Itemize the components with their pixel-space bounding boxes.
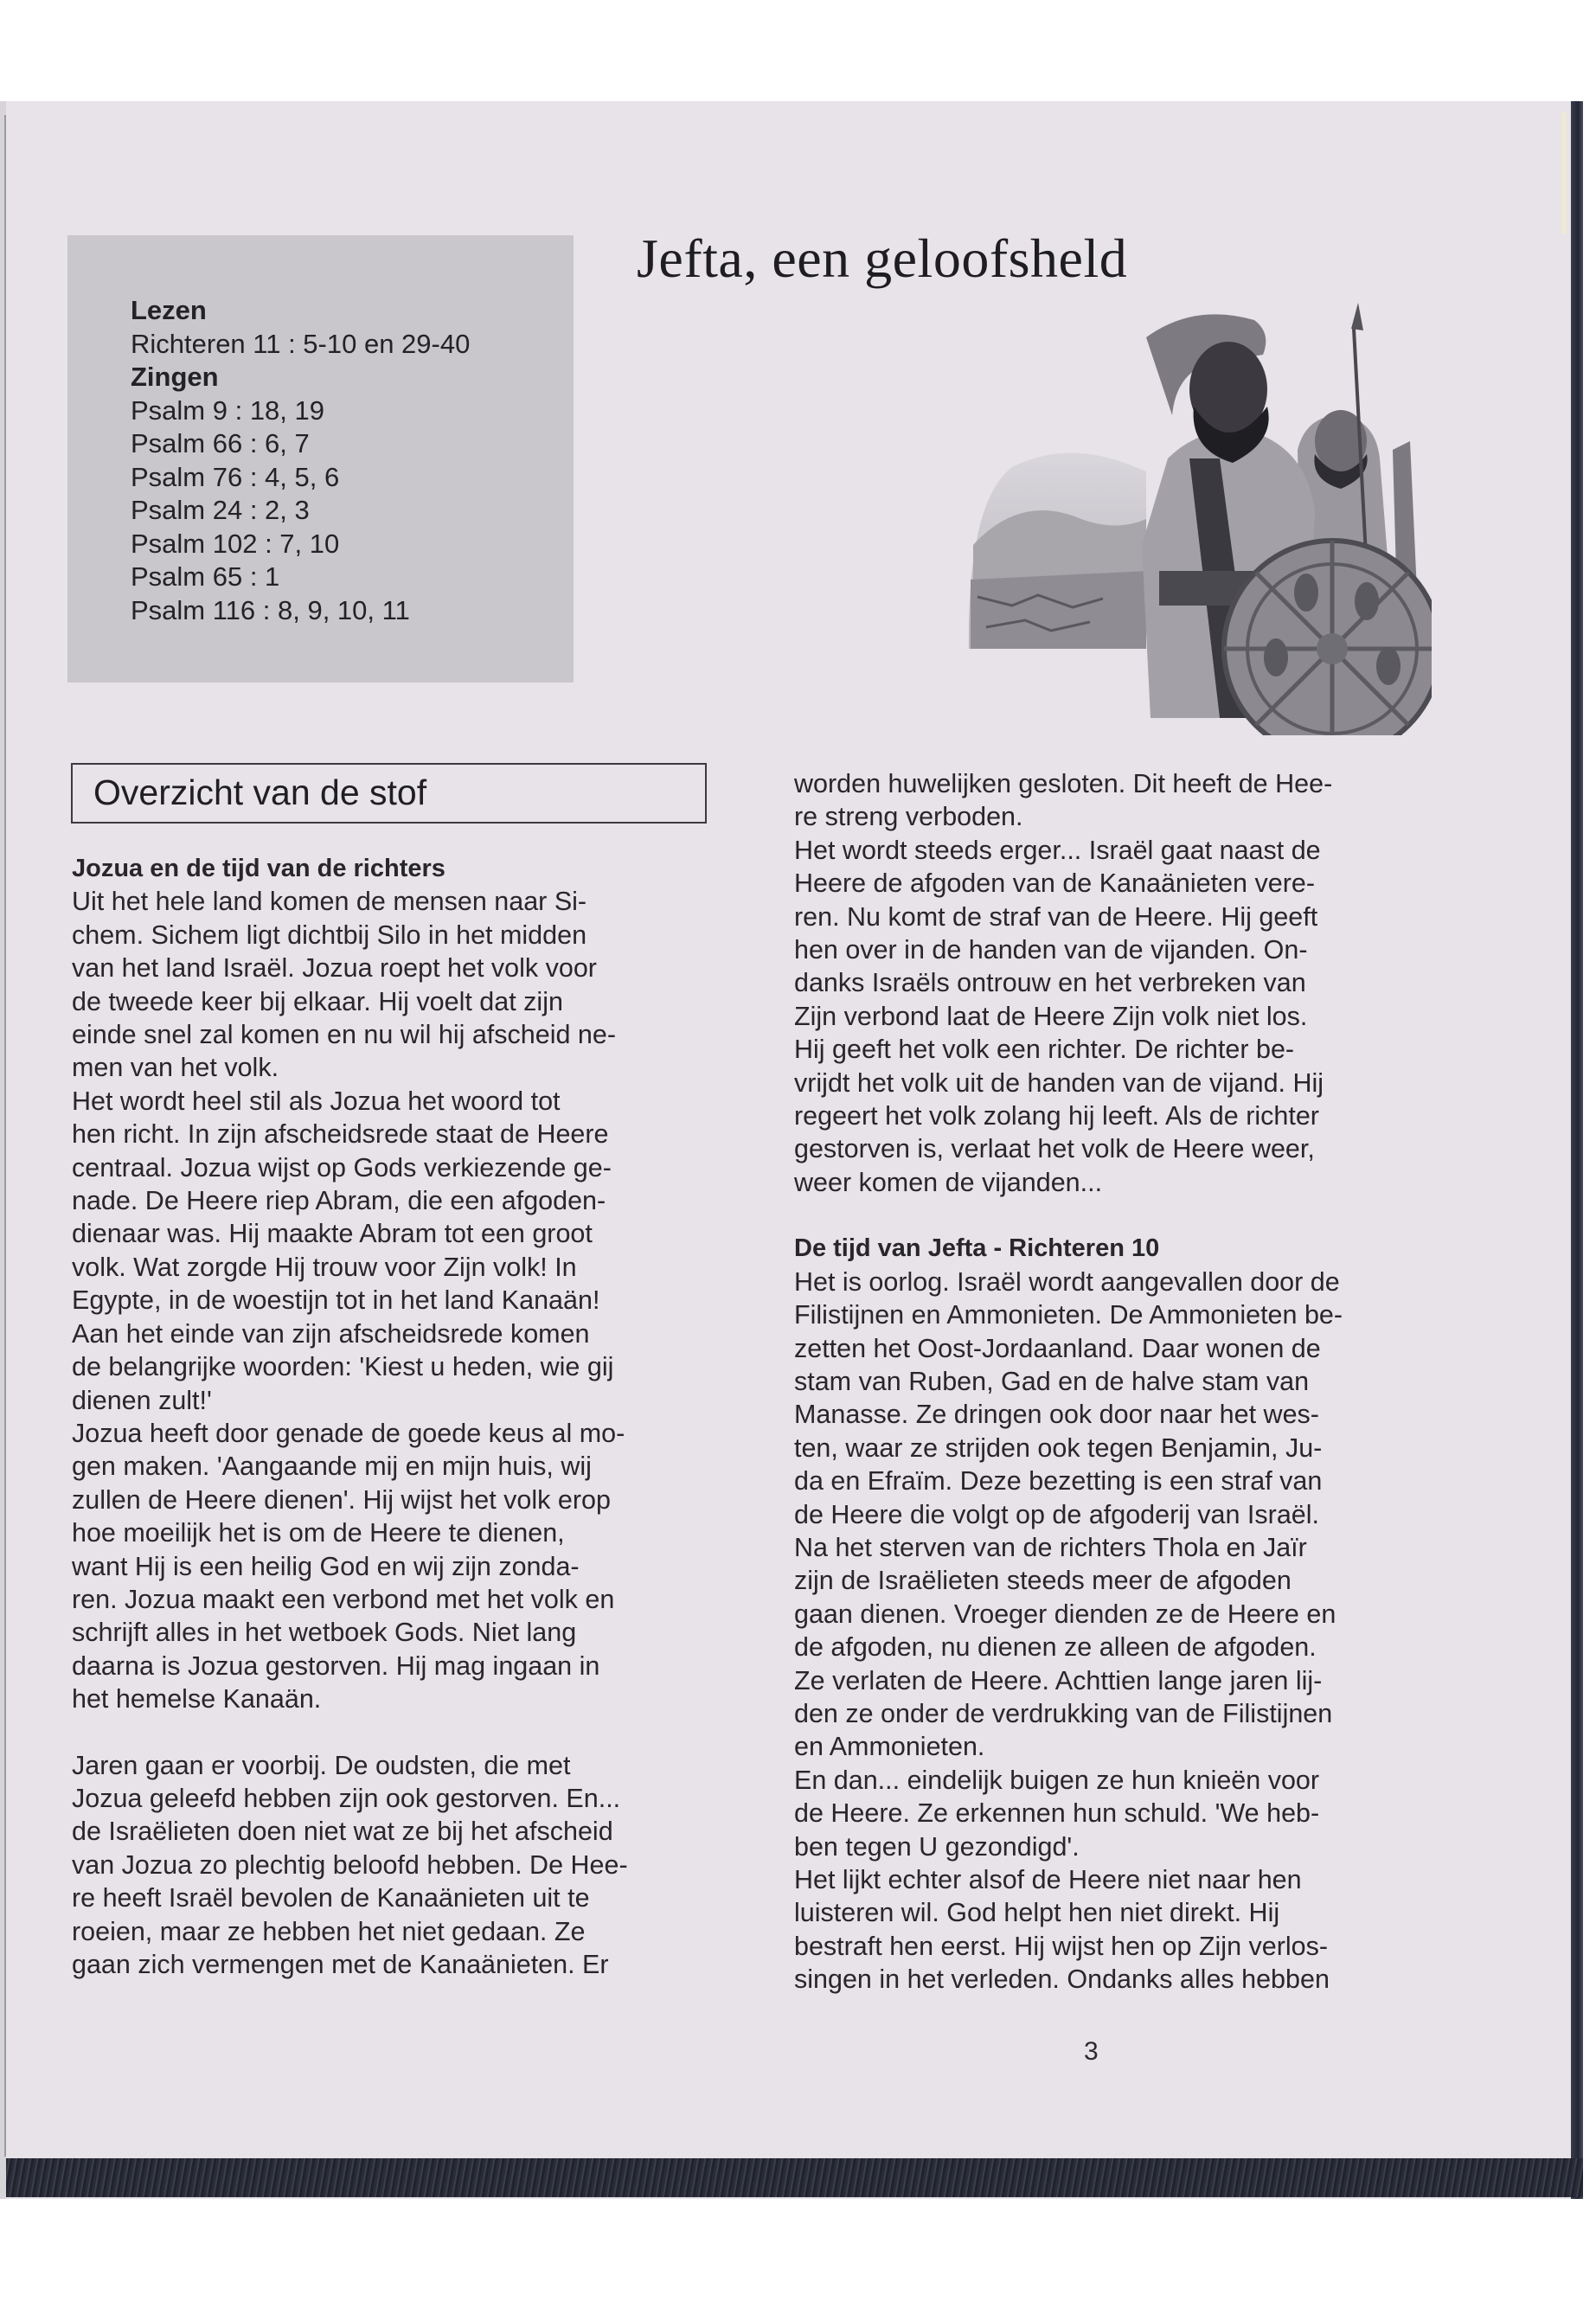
spine-highlight (1561, 112, 1567, 234)
song-item: Psalm 76 : 4, 5, 6 (131, 461, 340, 492)
text-line: de Israëlieten doen niet wat ze bij het afscheid (72, 1817, 613, 1847)
song-item: Psalm 116 : 8, 9, 10, 11 (131, 594, 410, 625)
reading-box (67, 235, 574, 683)
section-title: Overzicht van de stof (93, 772, 427, 812)
text-line: En dan... eindelijk buigen ze hun knieën voor (794, 1765, 1320, 1795)
scan-background (0, 2199, 1596, 2301)
text-line: hen over in de handen van de vijanden. On- (794, 935, 1308, 965)
text-line: dienen zult!' (72, 1385, 212, 1415)
text-line: de afgoden, nu dienen ze alleen de afgoden. (794, 1632, 1317, 1663)
text-line: zijn de Israëlieten steeds meer de afgoden (794, 1566, 1292, 1596)
text-line: Aan het einde van zijn afscheidsrede komen (72, 1318, 590, 1349)
text-line: gaan zich vermengen met de Kanaänieten. Er (72, 1950, 609, 1979)
warrior-with-shield-icon (960, 285, 1432, 735)
text-line: Ze verlaten de Heere. Achttien lange jaren lij- (794, 1665, 1323, 1695)
text-line: het hemelse Kanaän. (72, 1684, 322, 1715)
text-line: Jozua heeft door genade de goede keus al mo- (72, 1418, 625, 1448)
text-line: zetten het Oost-Jordaanland. Daar wonen de (794, 1333, 1321, 1363)
text-line: Uit het hele land komen de mensen naar Si- (72, 887, 587, 917)
text-line: dienaar was. Hij maakte Abram tot een groot (72, 1219, 593, 1249)
page-number: 3 (1084, 2037, 1099, 2066)
text-line: ren. Jozua maakt een verbond met het volk en (72, 1584, 615, 1614)
text-line: Jaren gaan er voorbij. De oudsten, die met (72, 1750, 571, 1780)
text-line: bestraft hen eerst. Hij wijst hen op Zijn verlos- (794, 1931, 1329, 1961)
song-item: Psalm 66 : 6, 7 (131, 428, 310, 458)
right-column (794, 767, 1434, 1997)
text-line: stam van Ruben, Gad en de halve stam van (794, 1366, 1310, 1396)
text-line: van het land Israël. Jozua roept het volk voor (72, 953, 597, 984)
section-header-box (71, 763, 707, 824)
text-line: Na het sterven van de richters Thola en Jaïr (794, 1532, 1307, 1562)
text-line: Filistijnen en Ammonieten. De Ammonieten be- (794, 1300, 1343, 1330)
left-subheading: Jozua en de tijd van de richters (72, 855, 445, 882)
text-line: Zijn verbond laat de Heere Zijn volk niet los. (794, 1001, 1308, 1031)
text-line: en Ammonieten. (794, 1732, 985, 1762)
left-column (72, 852, 712, 1981)
text-line: weer komen de vijanden... (794, 1167, 1103, 1197)
text-line: re streng verboden. (794, 802, 1023, 832)
text-line: de Heere die volgt op de afgoderij van Israël. (794, 1499, 1319, 1529)
text-line: gaan dienen. Vroeger dienden ze de Heere en (794, 1599, 1336, 1629)
page-title: Jefta, een geloofsheld (637, 228, 1128, 289)
page-left-edge-line (4, 115, 6, 2157)
text-line: Heere de afgoden van de Kanaänieten vere- (794, 868, 1315, 899)
sing-heading: Zingen (131, 362, 219, 392)
text-line: want Hij is een heilig God en wij zijn zonda- (72, 1551, 580, 1581)
book-spine-edge (1571, 101, 1583, 2199)
text-line: Hij geeft het volk een richter. De richter be- (794, 1035, 1295, 1065)
text-line: gen maken. 'Aangaande mij en mijn huis, wij (72, 1452, 592, 1482)
text-line: Het wordt steeds erger... Israël gaat naast de (794, 835, 1321, 865)
text-line: hoe moeilijk het is om de Heere te dienen, (72, 1518, 565, 1548)
text-line: Het wordt heel stil als Jozua het woord tot (72, 1086, 561, 1116)
text-line: ben tegen U gezondigd'. (794, 1831, 1080, 1862)
text-line: nade. De Heere riep Abram, die een afgoden- (72, 1186, 606, 1216)
paragraph-gap (72, 1716, 712, 1749)
text-line: van Jozua zo plechtig beloofd hebben. De Hee- (72, 1849, 628, 1880)
right-paragraph-1 (794, 767, 1434, 1199)
reading-box-content (131, 294, 470, 627)
left-paragraph-2 (72, 1749, 712, 1982)
text-line: regeert het volk zolang hij leeft. Als de richter (794, 1101, 1319, 1131)
text-line: da en Efraïm. Deze bezetting is een straf van (794, 1466, 1323, 1497)
text-line: gestorven is, verlaat het volk de Heere weer, (794, 1134, 1315, 1164)
text-line: zullen de Heere dienen'. Hij wijst het volk erop (72, 1484, 611, 1515)
text-line: singen in het verleden. Ondanks alles hebben (794, 1965, 1330, 1995)
song-item: Psalm 9 : 18, 19 (131, 394, 325, 426)
song-item: Psalm 24 : 2, 3 (131, 495, 310, 525)
text-line: centraal. Jozua wijst op Gods verkiezende ge- (72, 1152, 612, 1183)
text-line: schrijft alles in het wetboek Gods. Niet lang (72, 1618, 577, 1648)
text-line: Het is oorlog. Israël wordt aangevallen door de (794, 1266, 1340, 1297)
text-line: hen richt. In zijn afscheidsrede staat de Heere (72, 1119, 609, 1150)
text-line: worden huwelijken gesloten. Dit heeft de Hee- (794, 769, 1333, 798)
read-heading: Lezen (131, 295, 207, 325)
text-line: roeien, maar ze hebben het niet gedaan. Ze (72, 1916, 586, 1946)
text-line: danks Israëls ontrouw en het verbreken van (794, 968, 1306, 998)
text-line: ren. Nu komt de straf van de Heere. Hij geeft (794, 901, 1318, 932)
text-line: Het lijkt echter alsof de Heere niet naar hen (794, 1865, 1302, 1894)
text-line: einde snel zal komen en nu wil hij afscheid ne- (72, 1020, 617, 1050)
read-reference: Richteren 11 : 5-10 en 29-40 (131, 328, 471, 359)
text-line: Manasse. Ze dringen ook door naar het wes- (794, 1400, 1319, 1430)
text-line: re heeft Israël bevolen de Kanaänieten uit te (72, 1883, 590, 1913)
jefta-illustration (960, 285, 1432, 735)
text-line: de tweede keer bij elkaar. Hij voelt dat zijn (72, 986, 563, 1016)
text-line: vrijdt het volk uit de handen van de vijand. Hij (794, 1067, 1324, 1098)
text-line: Jozua geleefd hebben zijn ook gestorven. En... (72, 1783, 621, 1813)
left-paragraph-1 (72, 885, 712, 1715)
text-line: ten, waar ze strijden ook tegen Benjamin, Ju- (794, 1433, 1323, 1463)
text-line: de Heere. Ze erkennen hun schuld. 'We heb- (794, 1798, 1320, 1829)
text-line: luisteren wil. God helpt hen niet direkt. Hij (794, 1898, 1280, 1928)
text-line: men van het volk. (72, 1053, 279, 1083)
text-line: volk. Wat zorgde Hij trouw voor Zijn volk! In (72, 1252, 577, 1282)
text-line: den ze onder de verdrukking van de Filistijnen (794, 1698, 1333, 1728)
song-item: Psalm 102 : 7, 10 (131, 528, 340, 559)
text-line: chem. Sichem ligt dichtbij Silo in het midden (72, 920, 587, 950)
right-subheading: De tijd van Jefta - Richteren 10 (794, 1234, 1160, 1263)
text-line: Egypte, in de woestijn tot in het land Kanaän! (72, 1285, 600, 1316)
text-line: de belangrijke woorden: 'Kiest u heden, wie gij (72, 1352, 614, 1382)
text-line: daarna is Jozua gestorven. Hij mag ingaan in (72, 1650, 600, 1681)
bottom-cover-edge (6, 2158, 1583, 2197)
paragraph-gap (794, 1199, 1434, 1232)
right-paragraph-2 (794, 1266, 1434, 1997)
song-item: Psalm 65 : 1 (131, 561, 280, 592)
